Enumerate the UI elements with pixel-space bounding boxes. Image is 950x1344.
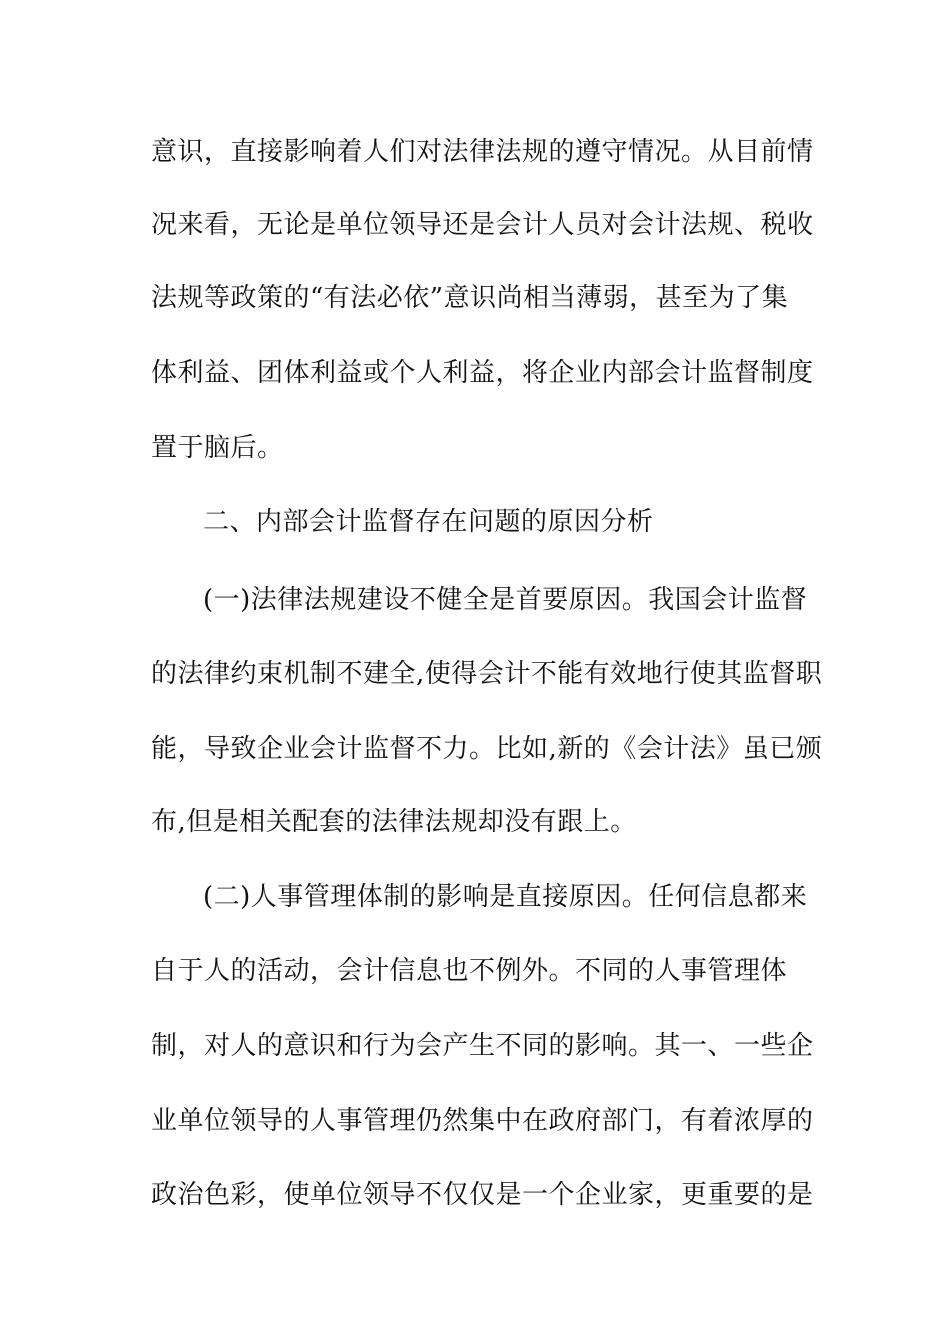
section-heading: 二、内部会计监督存在问题的原因分析 [203,507,654,537]
text-line: 自于人的活动，会计信息也不例外。不同的人事管理体 [151,956,788,986]
text-line: 制，对人的意识和行为会产生不同的影响。其一、一些企 [151,1031,814,1061]
text-line: 布,但是相关配套的法律法规却没有跟上。 [151,807,637,837]
text-line: 业单位领导的人事管理仍然集中在政府部门，有着浓厚的 [151,1106,814,1136]
text-line: 置于脑后。 [151,433,284,463]
text-line: 体利益、团体利益或个人利益，将企业内部会计监督制度 [151,358,814,388]
text-line: 法规等政策的“有法必依”意识尚相当薄弱，甚至为了集 [151,283,789,313]
text-line: (一)法律法规建设不健全是首要原因。我国会计监督 [203,585,808,615]
text-line: 政治色彩，使单位领导不仅仅是一个企业家，更重要的是 [151,1180,814,1210]
text-line: 能，导致企业会计监督不力。比如,新的《会计法》虽已颁 [151,734,823,764]
text-line: 的法律约束机制不建全,使得会计不能有效地行使其监督职 [151,659,823,689]
text-line: (二)人事管理体制的影响是直接原因。任何信息都来 [203,882,808,912]
text-line: 况来看，无论是单位领导还是会计人员对会计法规、税收 [151,210,814,240]
text-line: 意识，直接影响着人们对法律法规的遵守情况。从目前情 [151,137,814,167]
